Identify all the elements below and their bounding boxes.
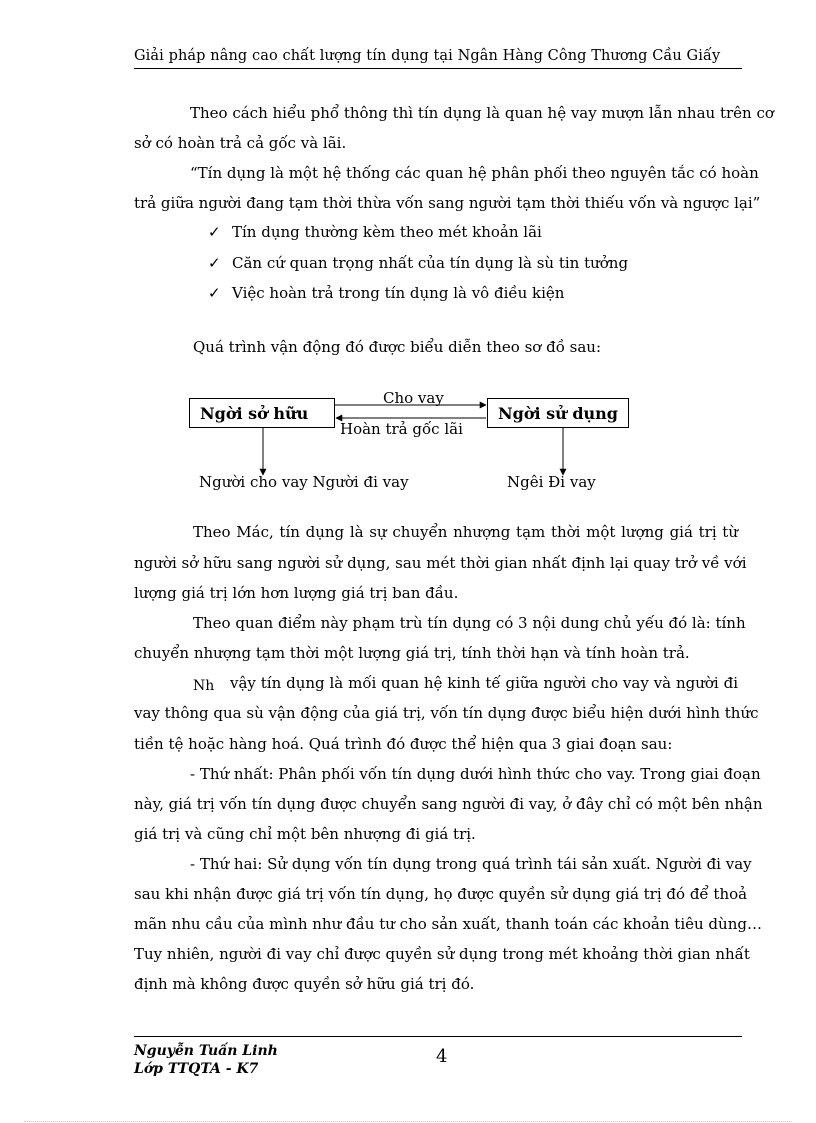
user-box: Ngời sử dụng	[487, 398, 629, 428]
paragraph-3-line-3: lượng giá trị lớn hơn lượng giá trị ban đầu.	[134, 584, 459, 602]
running-header: Giải pháp nâng cao chất lượng tín dụng tại Ngân Hàng Công Thương Cầu Giấy	[134, 48, 721, 64]
paragraph-1-line-1: Theo cách hiểu phổ thông thì tín dụng là quan hệ vay mượn lẫn nhau trên cơ	[190, 104, 774, 122]
paragraph-7-line-4: Tuy nhiên, người đi vay chỉ được quyền sử dụng trong mét khoảng thời gian nhất	[134, 945, 750, 963]
paragraph-7-line-3: mãn nhu cầu của mình như đầu tư cho sản xuất, thanh toán các khoản tiêu dùng…	[134, 915, 762, 933]
paragraph-7-line-5: định mà không được quyền sở hữu giá trị đó.	[134, 975, 475, 993]
footer-author: Nguyễn Tuấn Linh	[134, 1043, 278, 1059]
paragraph-4-line-1: Theo quan điểm này phạm trù tín dụng có 3 nội dung chủ yếu đó là: tính	[193, 614, 746, 632]
paragraph-1-line-2: sở có hoàn trả cả gốc và lãi.	[134, 134, 347, 152]
paragraph-6-line-2: này, giá trị vốn tín dụng được chuyển sang người đi vay, ở đây chỉ có một bên nhận	[134, 795, 763, 813]
paragraph-2-line-1: “Tín dụng là một hệ thống các quan hệ phân phối theo nguyên tắc có hoàn	[190, 164, 759, 182]
bullet-text: Căn cứ quan trọng nhất của tín dụng là sù tin tưởng	[232, 254, 629, 272]
page-number: 4	[436, 1046, 448, 1067]
paragraph-7-line-2: sau khi nhận được giá trị vốn tín dụng, họ được quyền sử dụng giá trị đó để thoả	[134, 885, 748, 903]
paragraph-7-line-1: - Thứ hai: Sử dụng vốn tín dụng trong quá trình tái sản xuất. Người đi vay	[190, 855, 752, 873]
bullet-text: Tín dụng thường kèm theo mét khoản lãi	[232, 223, 542, 241]
checkmark-icon: ✓	[208, 254, 221, 272]
paragraph-5-line-3: tiền tệ hoặc hàng hoá. Quá trình đó được thể hiện qua 3 giai đoạn sau:	[134, 735, 673, 753]
paragraph-3-line-2: người sở hữu sang người sử dụng, sau mét thời gian nhất định lại quay trở về với	[134, 554, 747, 572]
paragraph-4-line-2: chuyển nhượng tạm thời một lượng giá trị, tính thời hạn và tính hoàn trả.	[134, 644, 690, 662]
checkmark-icon: ✓	[208, 223, 221, 241]
page-edge	[24, 1121, 792, 1122]
diagram-caption: Quá trình vận động đó được biểu diễn theo sơ đồ sau:	[193, 338, 602, 356]
user-role-label: Ngêi Đi vay	[507, 473, 596, 491]
paragraph-2-line-2: trả giữa người đang tạm thời thừa vốn sang người tạm thời thiếu vốn và ngược lại”	[134, 194, 761, 212]
footer-rule	[134, 1036, 742, 1037]
checkmark-icon: ✓	[208, 284, 221, 302]
paragraph-5-line-2: vay thông qua sù vận động của giá trị, vốn tín dụng được biểu hiện dưới hình thức	[134, 704, 759, 722]
paragraph-5-line-1: vậy tín dụng là mối quan hệ kinh tế giữa người cho vay và người đi	[230, 674, 738, 692]
lend-label: Cho vay	[383, 389, 444, 407]
owner-roles-label: Người cho vay Người đi vay	[199, 473, 409, 491]
footer-class: Lớp TTQTA - K7	[134, 1061, 259, 1077]
bullet-text: Việc hoàn trả trong tín dụng là vô điều kiện	[232, 284, 565, 302]
paragraph-3-line-1: Theo Mác, tín dụng là sự chuyển nhượng tạm thời một lượng giá trị từ	[193, 523, 738, 541]
repay-label: Hoàn trả gốc lãi	[340, 420, 463, 438]
paragraph-5-lead: Nh	[193, 678, 215, 694]
paragraph-6-line-3: giá trị và cũng chỉ một bên nhượng đi giá trị.	[134, 825, 476, 843]
owner-box: Ngời sở hữu	[189, 398, 335, 428]
paragraph-6-line-1: - Thứ nhất: Phân phối vốn tín dụng dưới hình thức cho vay. Trong giai đoạn	[190, 765, 761, 783]
